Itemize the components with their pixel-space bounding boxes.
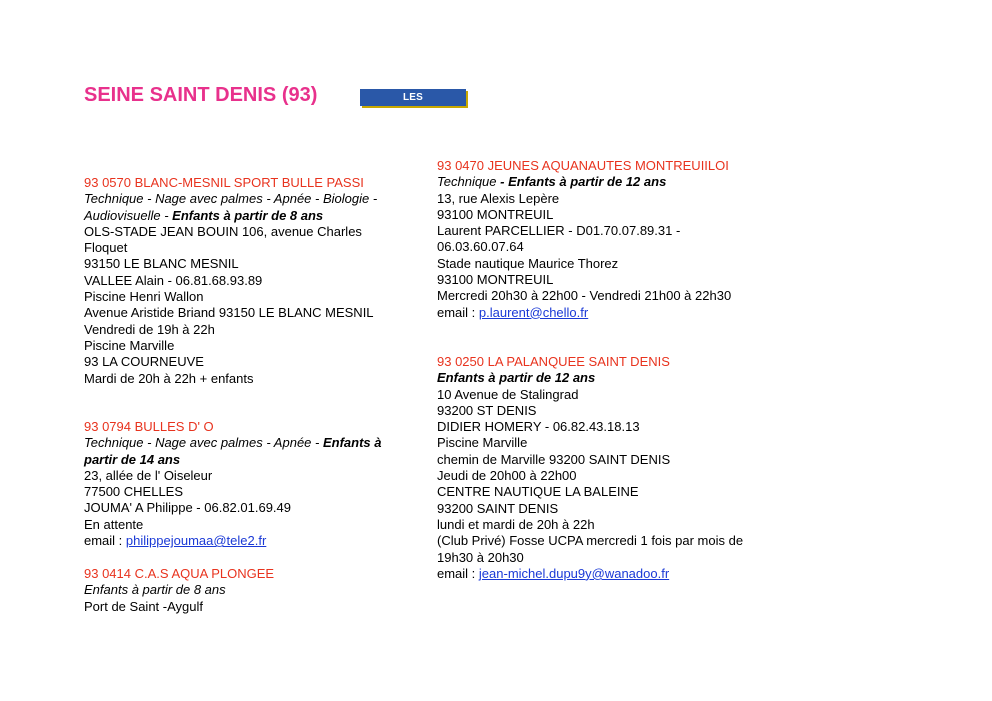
club-line: CENTRE NAUTIQUE LA BALEINE — [437, 484, 639, 500]
club-line: Piscine Marville — [437, 435, 528, 451]
club-line: Mercredi 20h30 à 22h00 - Vendredi 21h00 à 22h30 — [437, 288, 732, 304]
club-entry-blanc-mesnil — [84, 175, 377, 387]
page-title: SEINE SAINT DENIS (93) — [84, 84, 318, 106]
club-line: 93150 LE BLANC MESNIL — [84, 256, 239, 272]
club-activities: Technique - Nage avec palmes - Apnée - — [84, 435, 323, 451]
club-line: (Club Privé) Fosse UCPA mercredi 1 fois par mois de — [437, 533, 744, 549]
club-line: 93100 MONTREUIL — [437, 206, 554, 222]
club-entry-cas-aqua — [84, 566, 274, 615]
club-age: Enfants à partir de 8 ans — [84, 582, 226, 598]
email-link[interactable]: p.laurent@chello.fr — [478, 304, 589, 320]
club-line: DIDIER HOMERY - 06.82.43.18.13 — [437, 419, 640, 435]
club-age: Enfants à partir de 12 ans — [437, 370, 596, 386]
club-line: 93200 ST DENIS — [437, 402, 537, 418]
club-line: Piscine Henri Wallon — [84, 289, 204, 305]
email-link[interactable]: jean-michel.dupu9y@wanadoo.fr — [478, 565, 670, 581]
club-line: 23, allée de l' Oiseleur — [84, 467, 213, 483]
club-line: Avenue Aristide Briand 93150 LE BLANC MESNIL — [84, 305, 374, 321]
club-line: 93100 MONTREUIL — [437, 272, 554, 288]
club-activities: Technique — [437, 174, 501, 190]
email-label: email : — [84, 533, 126, 549]
club-line: 10 Avenue de Stalingrad — [437, 386, 579, 402]
club-line: Piscine Marville — [84, 337, 175, 353]
club-age: Enfants à partir de 8 ans — [172, 207, 324, 223]
club-line: 93 LA COURNEUVE — [84, 354, 204, 370]
club-entry-bulles-do — [84, 419, 381, 549]
club-entry-palanquee — [437, 354, 743, 582]
club-line: Vendredi de 19h à 22h — [84, 321, 215, 337]
club-activities: Technique - Nage avec palmes - Apnée - Biologie - — [84, 191, 378, 207]
club-age: Enfants à — [322, 435, 382, 451]
club-line: 77500 CHELLES — [84, 484, 184, 500]
club-line: En attente — [84, 516, 144, 532]
club-line: 06.03.60.07.64 — [437, 239, 524, 255]
club-activities-cont: Audiovisuelle - — [84, 207, 173, 223]
club-line: Laurent PARCELLIER - D01.70.07.89.31 - — [437, 223, 681, 239]
club-line: OLS-STADE JEAN BOUIN 106, avenue Charles — [84, 223, 362, 239]
departements-badge: LES DEPARTEMENTS — [360, 89, 466, 106]
club-line: JOUMA' A Philippe - 06.82.01.69.49 — [84, 500, 291, 516]
club-line: Stade nautique Maurice Thorez — [437, 255, 619, 271]
club-code: 93 0470 JEUNES AQUANAUTES MONTREUIILOI — [437, 158, 729, 173]
club-code: 93 0794 BULLES D' O — [84, 419, 214, 434]
email-link[interactable]: philippejoumaa@tele2.fr — [125, 533, 267, 549]
email-label: email : — [437, 565, 479, 581]
club-age: - Enfants à partir de 12 ans — [500, 174, 667, 190]
club-entry-jeunes-aquanautes — [437, 158, 731, 321]
club-line: 13, rue Alexis Lepère — [437, 190, 560, 206]
email-label: email : — [437, 304, 479, 320]
club-line: lundi et mardi de 20h à 22h — [437, 516, 595, 532]
club-line: 19h30 à 20h30 — [437, 549, 524, 565]
club-line: VALLEE Alain - 06.81.68.93.89 — [84, 272, 263, 288]
club-line: Mardi de 20h à 22h + enfants — [84, 370, 254, 386]
club-line: Port de Saint -Aygulf — [84, 598, 203, 614]
club-line: Floquet — [84, 240, 128, 256]
club-line: chemin de Marville 93200 SAINT DENIS — [437, 451, 671, 467]
club-age-cont: partir de 14 ans — [84, 451, 181, 467]
club-code: 93 0250 LA PALANQUEE SAINT DENIS — [437, 354, 670, 369]
club-line: 93200 SAINT DENIS — [437, 500, 559, 516]
club-code: 93 0570 BLANC-MESNIL SPORT BULLE PASSI — [84, 175, 364, 190]
club-code: 93 0414 C.A.S AQUA PLONGEE — [84, 566, 275, 581]
club-line: Jeudi de 20h00 à 22h00 — [437, 468, 577, 484]
